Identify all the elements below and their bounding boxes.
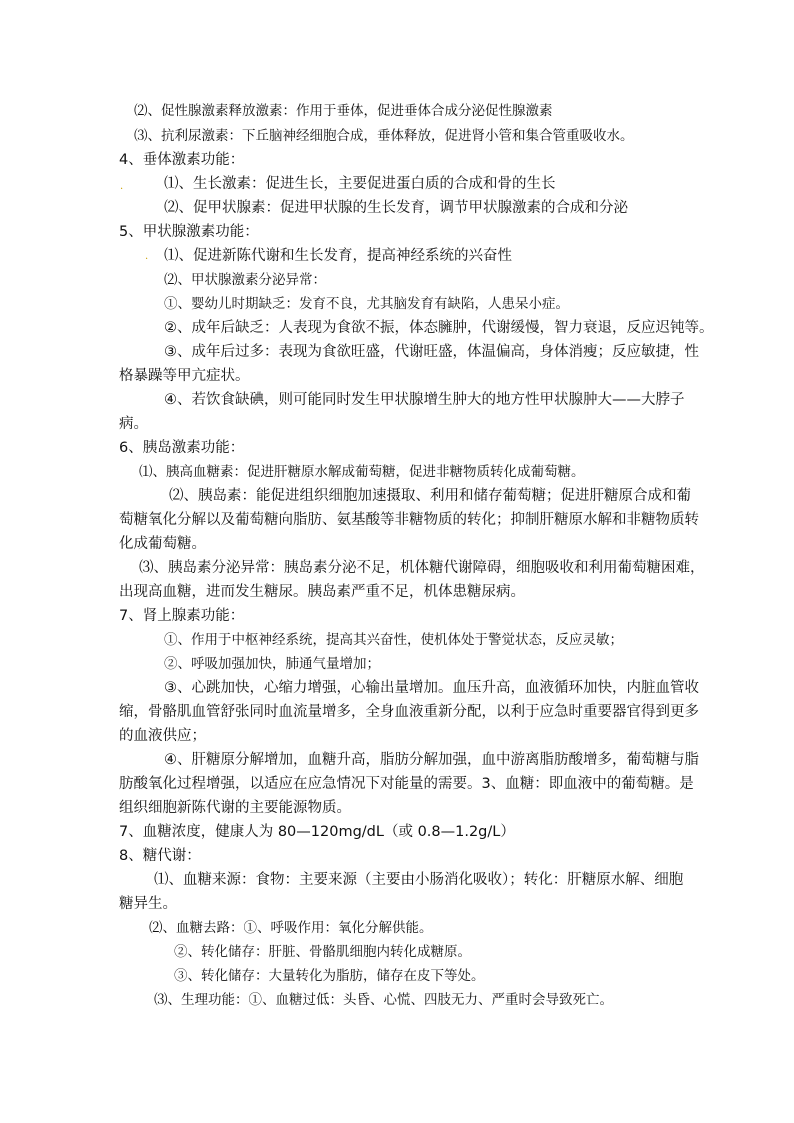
section-heading: 5、甲状腺激素功能： [119,224,259,240]
text-line: ⑵、甲状腺激素分泌异常： [164,272,326,288]
text-line: ④、肝糖原分解增加，血糖升高，脂肪分解加强，血中游离脂肪酸增多，葡萄糖与脂 [164,752,699,768]
text-line: 格暴躁等甲亢症状。 [119,368,250,384]
section-heading: 7、肾上腺素功能： [119,608,245,624]
text-line: ⑴、胰高血糖素：促进肝糖原水解成葡萄糖，促进非糖物质转化成葡萄糖。 [139,464,585,480]
text-line: ⑴、血糖来源：食物：主要来源（主要由小肠消化吸收）；转化：肝糖原水解、细胞 [154,872,684,888]
text-line: ③、成年后过多：表现为食欲旺盛，代谢旺盛，体温偏高，身体消瘦；反应敏捷，性 [164,344,699,360]
text-line: ③、心跳加快，心缩力增强，心输出量增加。血压升高，血液循环加快，内脏血管收 [164,680,699,696]
text-line: 出现高血糖，进而发生糖尿。胰岛素严重不足，机体患糖尿病。 [119,584,525,600]
text-line: 组织细胞新陈代谢的主要能源物质。 [119,800,351,816]
text-line: 糖异生。 [119,896,177,912]
text-line: ⑵、促甲状腺素：促进甲状腺的生长发育，调节甲状腺激素的合成和分泌 [164,200,628,216]
text-line: ⑵、胰岛素：能促进组织细胞加速摄取、利用和储存葡萄糖；促进肝糖原合成和葡 [169,488,691,504]
text-line: 化成葡萄糖。 [119,536,206,552]
stray-dot-mark: . [145,251,149,262]
text-line: ②、呼吸加强加快，肺通气量增加； [164,656,380,672]
text-line: ⑵、促性腺激素释放激素：作用于垂体，促进垂体合成分泌促性腺激素 [134,103,553,119]
section-heading: 8、糖代谢： [119,848,201,864]
text-line: ⑵、血糖去路：①、呼吸作用：氧化分解供能。 [149,920,433,936]
text-line: 病。 [119,416,148,432]
text-line: ⑶、抗利尿激素：下丘脑神经细胞合成，垂体释放，促进肾小管和集合管重吸收水。 [134,128,634,144]
text-line: ②、转化储存：肝脏、骨骼肌细胞内转化成糖原。 [174,944,471,960]
text-line: ②、成年后缺乏：人表现为食欲不振，体态臃肿，代谢缓慢，智力衰退，反应迟钝等。 [164,320,714,336]
text-line: ④、若饮食缺碘，则可能同时发生甲状腺增生肿大的地方性甲状腺肿大——大脖子 [164,392,685,408]
text-line: ③、转化储存：大量转化为脂肪，储存在皮下等处。 [174,968,485,984]
text-line: 缩，骨骼肌血管舒张同时血流量增多，全身血液重新分配，以利于应急时重要器官得到更多 [119,704,699,720]
text-line: 萄糖氧化分解以及葡萄糖向脂肪、氨基酸等非糖物质的转化；抑制肝糖原水解和非糖物质转 [119,512,699,528]
text-line: ⑶、生理功能：①、血糖过低：头昏、心慌、四肢无力、严重时会导致死亡。 [154,992,613,1008]
text-line: ①、婴幼儿时期缺乏：发育不良，尤其脑发育有缺陷，人患呆小症。 [164,296,569,312]
section-heading: 6、胰岛激素功能： [119,440,245,456]
text-line: 的血液供应； [119,728,206,744]
section-heading: 4、垂体激素功能： [119,152,245,168]
text-line: ⑴、促进新陈代谢和生长发育，提高神经系统的兴奋性 [164,248,512,264]
stray-dot-mark: . [120,181,124,192]
text-line: 肪酸氧化过程增强，以适应在应急情况下对能量的需要。3、血糖：即血液中的葡萄糖。是 [119,776,694,792]
text-line: ⑶、胰岛素分泌异常：胰岛素分泌不足，机体糖代谢障碍，细胞吸收和利用葡萄糖困难， [139,560,705,576]
text-line: 7、血糖浓度，健康人为 80—120mg/dL（或 0.8—1.2g/L） [119,824,515,840]
text-line: ①、作用于中枢神经系统，提高其兴奋性，使机体处于警觉状态，反应灵敏； [164,632,623,648]
text-line: ⑴、生长激素：促进生长，主要促进蛋白质的合成和骨的生长 [164,176,556,192]
